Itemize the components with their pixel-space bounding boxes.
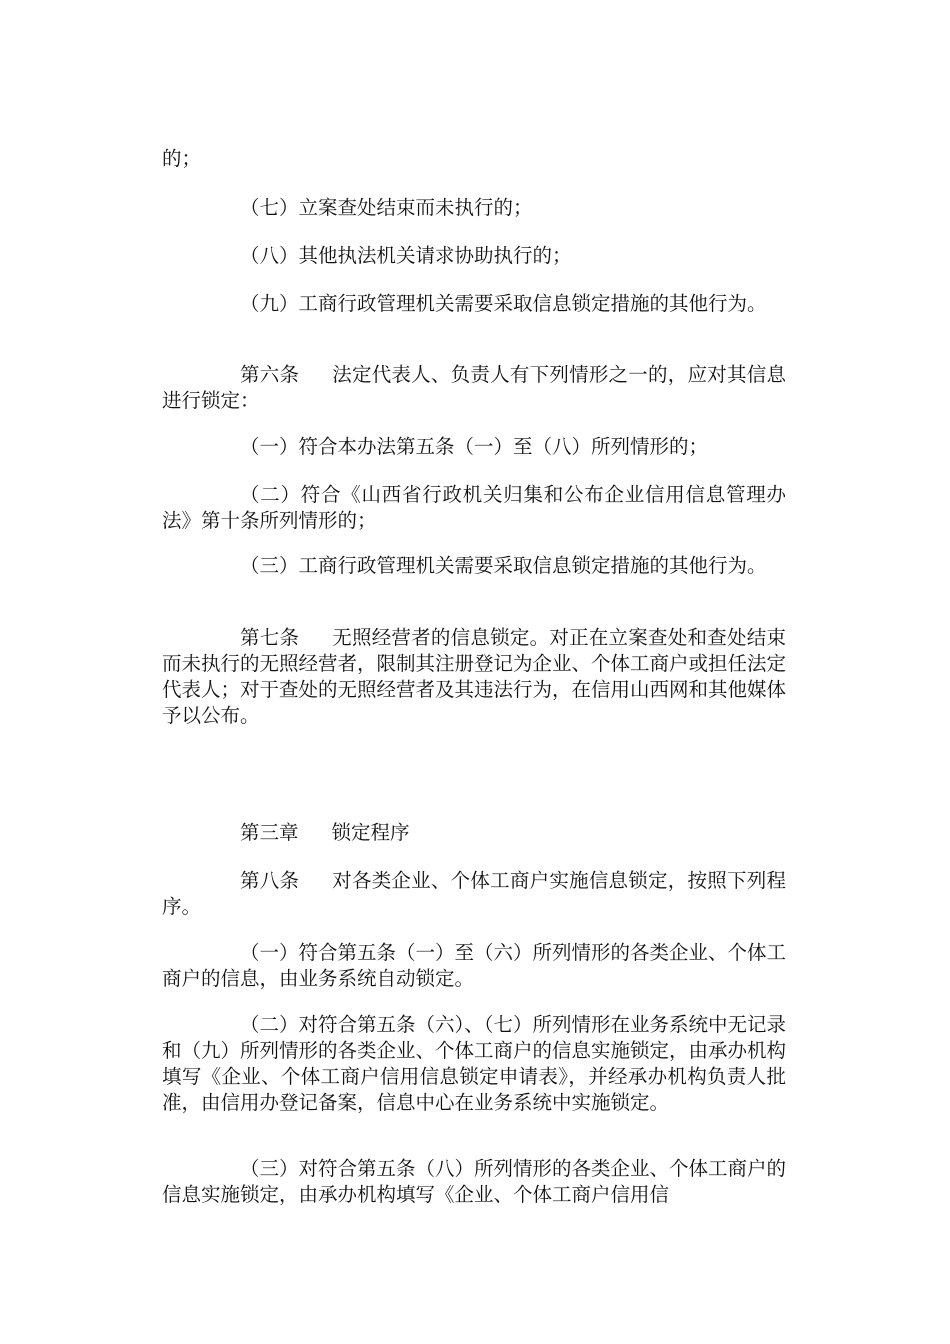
chapter-3-heading: [162, 820, 786, 846]
article-6-clause-3: [162, 553, 786, 579]
paragraph-text: （九）工商行政管理机关需要采取信息锁定措施的其他行为。: [240, 292, 767, 315]
paragraph-text: （一）符合本办法第五条（一）至（八）所列情形的；: [240, 435, 709, 458]
article-8: [162, 868, 786, 920]
chapter-number: 第三章: [240, 821, 299, 844]
paragraph-text: （三）工商行政管理机关需要采取信息锁定措施的其他行为。: [240, 554, 767, 577]
clause-9: [162, 291, 786, 317]
paragraph-text: （二）符合《山西省行政机关归集和公布企业信用信息管理办法》第十条所列情形的；: [162, 483, 786, 532]
article-number: 第七条: [240, 626, 300, 649]
paragraph-text: 对各类企业、个体工商户实施信息锁定，按照下列程序。: [162, 869, 786, 918]
paragraph-text: （三）对符合第五条（八）所列情形的各类企业、个体工商户的信息实施锁定，由承办机构填写《企业、个体工商户信用信: [162, 1157, 787, 1206]
article-7: [162, 625, 786, 729]
clause-7: [162, 195, 786, 221]
paragraph-text: （七）立案查处结束而未执行的；: [240, 196, 533, 219]
paragraph-text: （八）其他执法机关请求协助执行的；: [240, 244, 572, 267]
paragraph-text: 的；: [162, 147, 202, 170]
article-number: 第八条: [240, 869, 300, 892]
article-6-clause-2: [162, 482, 786, 534]
paragraph-text: （二）对符合第五条（六）、（七）所列情形在业务系统中无记录和（九）所列情形的各类企业、个体工商户的信息实施锁定，由承办机构填写《企业、个体工商户信用信息锁定申请表》，并经承办机构负责人批准，由信用办登记备案，信息中心在业务系统中实施锁定。: [162, 1013, 787, 1114]
paragraph-continuation: [162, 146, 786, 172]
article-8-clause-2: [162, 1012, 786, 1116]
article-8-clause-3: [162, 1156, 786, 1208]
paragraph-text: 法定代表人、负责人有下列情形之一的，应对其信息进行锁定：: [162, 363, 786, 412]
article-6-clause-1: [162, 434, 786, 460]
article-6: [162, 362, 786, 414]
paragraph-text: （一）符合第五条（一）至（六）所列情形的各类企业、个体工商户的信息，由业务系统自动锁定。: [162, 941, 787, 990]
chapter-title: 锁定程序: [331, 821, 410, 844]
article-8-clause-1: [162, 940, 786, 992]
clause-8: [162, 243, 786, 269]
article-number: 第六条: [240, 363, 300, 386]
paragraph-text: 无照经营者的信息锁定。对正在立案查处和查处结束而未执行的无照经营者，限制其注册登记为企业、个体工商户或担任法定代表人；对于查处的无照经营者及其违法行为，在信用山西网和其他媒体予以公布。: [162, 626, 787, 727]
